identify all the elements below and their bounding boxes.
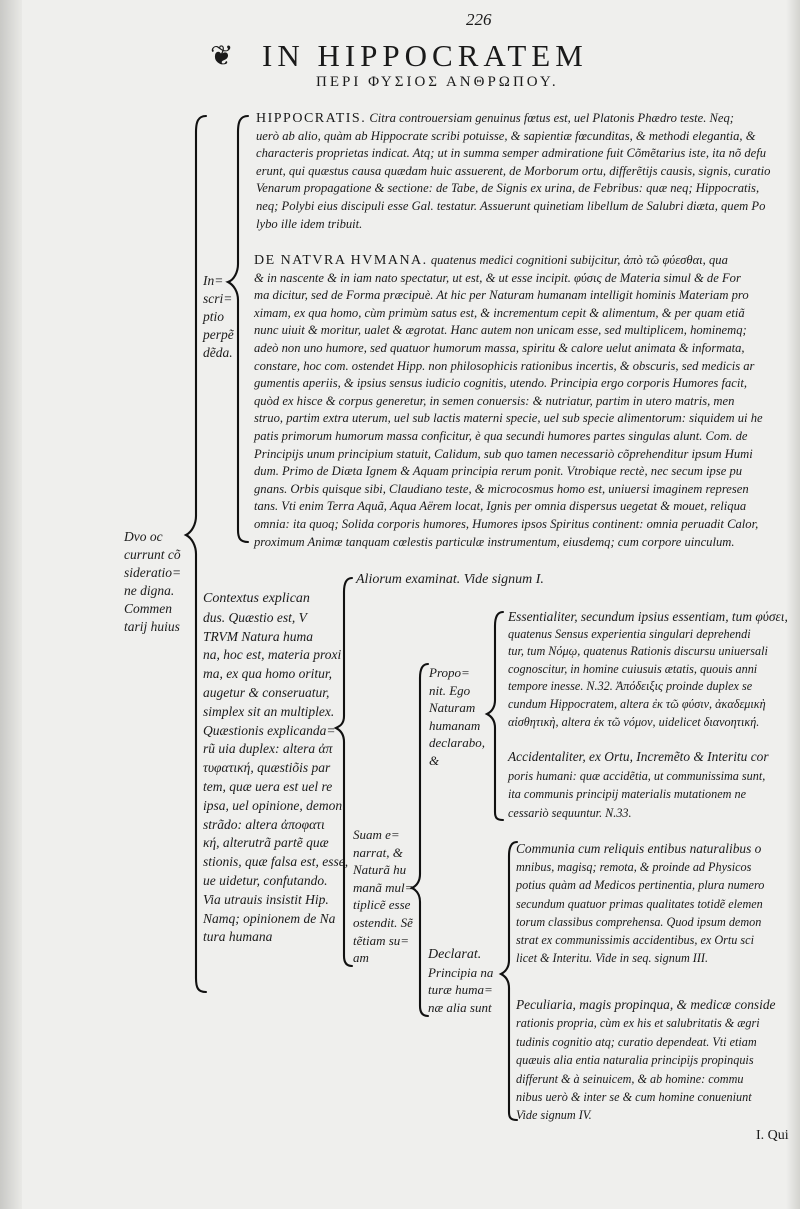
text-line: ita communis principij materialis mutationem ne (508, 787, 746, 802)
label-duo-occurrunt (124, 528, 181, 636)
label-line: Naturã hu (353, 862, 407, 878)
label-line: narrat, & (353, 844, 403, 860)
text-line: uerò ab alio, quàm ab Hippocrate scribi potuisse, & sapientiæ fœcunditas, & methodi elegantia, & (256, 128, 756, 143)
text-line: τυφατική, quæstiõis par (203, 760, 331, 776)
label-line: am (353, 950, 369, 966)
text-line: ue uidetur, confutando. (203, 872, 328, 888)
page-title: IN HIPPOCRATEM (262, 38, 588, 73)
text-line: cessariò sequuntur. N.33. (508, 805, 632, 820)
text-line: secundum quatuor primas qualitates totidẽ elemen (516, 896, 763, 911)
label-line: ostendit. Sẽ (353, 914, 413, 930)
text-line: patis primorum humorum massa conficitur, è qua secundi humores partes singulas alunt. Com. de (254, 428, 748, 443)
text-line: tudinis cognitio atq; curatio dependeat. Vti etiam (516, 1034, 757, 1049)
text-line: strat ex communissimis accidentibus, ex Ortu sci (516, 933, 754, 948)
label-line: turæ huma= (428, 982, 493, 998)
label-line: Propo= (429, 665, 470, 680)
text-line: αἰσθητικὴ, altera ἐκ τῶ νόμον, uidelicet διανοητική. (508, 714, 760, 729)
binding-gutter (0, 0, 22, 1209)
text-line: Essentialiter, secundum ipsius essentiam, tum φύσει, (508, 609, 788, 624)
text-line: cognoscitur, in homine cuiusuis ætatis, quouis anni (508, 661, 758, 676)
text-line: Citra controuersiam genuinus fœtus est, uel Platonis Phædro teste. Neq; (366, 111, 734, 125)
label-line: Dvo oc (124, 529, 163, 544)
text-line: Principijs unum principium statuit, Calidum, sub quo tamen necessariò cõprehenditur ipsum Humi (254, 446, 753, 461)
brace-propo (487, 612, 503, 820)
text-line: quòd ex hisce & corpus generetur, in semen conuersis: & nutriatur, partim in utero matris, men (254, 393, 735, 408)
text-line: mnibus, magisq; remota, & proinde ad Physicos (516, 860, 752, 875)
label-line: tẽtiam su= (353, 932, 410, 948)
text-line: Accidentaliter, ex Ortu, Incremẽto & Interitu cor (508, 749, 769, 764)
text-line: Namq; opinionem de Na (203, 910, 336, 926)
label-line: Suam e= (353, 827, 400, 842)
label-line: manã mul= (353, 879, 414, 895)
label-line: scri= (203, 291, 233, 306)
text-line: dus. Quæstio est, V (203, 609, 307, 625)
text-line: poris humani: quæ accidẽtia, ut communissima sunt, (508, 768, 766, 783)
text-line: cundum Hippocratem, altera ἐκ τῶ φύσιν, ἀκαδεμικὴ (508, 696, 766, 711)
text-line: rationis propria, cùm ex his et salubritatis & ægri (516, 1016, 760, 1031)
page-number: 226 (466, 10, 492, 29)
text-block-peculiaria (516, 996, 792, 1125)
label-line: ne digna. (124, 583, 175, 598)
text-line: tans. Vti enim Terra Aquã, Aqua Aërem locat, Ignis per omnia dispersus uegetat & mouet, reliqua (254, 499, 747, 514)
label-line: sideratio= (124, 565, 182, 580)
text-line: quatenus Sensus experientia singulari deprehendi (508, 626, 751, 641)
label-line: Commen (124, 601, 172, 616)
text-line: Contextus explican (203, 591, 310, 606)
text-line: proximum Animæ tanquam cœlestis particulæ instrumentum, eiusdemq; cum corpore uinculum. (254, 534, 735, 549)
text-line: Vide signum IV. (516, 1108, 592, 1123)
text-line: constare, hoc com. ostendet Hipp. non philosophicis rationibus incertis, & obscuris, sed medicis ar (254, 358, 755, 373)
text-line: torum classibus comprehensa. Quod ipsum demon (516, 914, 762, 929)
text-line: dum. Primo de Diæta Ignem & Aquam principia rerum ponit. Vtrobique rectè, nec secum ipse pu (254, 464, 743, 479)
text-line: Peculiaria, magis propinqua, & medicæ conside (516, 997, 776, 1012)
text-block-essentialiter (508, 608, 790, 731)
label-aliorum: Aliorum examinat. Vide signum I. (356, 572, 544, 587)
label-line: dẽda. (203, 345, 233, 360)
label-line: In= (203, 273, 224, 288)
text-line: stionis, quæ falsa est, esse, (203, 854, 349, 870)
text-line: characteris proprietas indicat. Atq; ut in summa semper admiratione fuit Cõmẽtarius iste, ita nõ defu (256, 146, 767, 161)
text-line: na, hoc est, materia proxi (203, 647, 342, 663)
text-line: licet & Interitu. Vide in seq. signum III. (516, 951, 709, 966)
text-line: rũ uia duplex: altera ἀπ (203, 741, 333, 757)
text-line: TRVM Natura huma (203, 628, 314, 644)
text-line: augetur & conseruatur, (203, 684, 330, 700)
text-block-communia (516, 840, 792, 967)
text-line: nunc uiuit & moritur, ualet & ægrotat. Hanc autem non unicam esse, sed multiplicem, hominemq; (254, 323, 747, 338)
text-line: lybo ille idem tribuit. (256, 216, 363, 231)
text-line: erunt, qui quæstus causa quædam huic assuerent, de Morborum ortu, differẽtijs causis, signis, curatio (256, 163, 771, 178)
text-line: tur, tum Νόμῳ, quatenus Rationis discursu uniuersali (508, 644, 768, 659)
text-line: Venarum propagatione & sectione: de Tabe, de Signis ex urina, de Febribus: quæ neq; Hippocratis, (256, 181, 760, 196)
text-line: omnia: ita quoq; Solida corporis humores, Humores ipsos Spiritus continent: omnia peruadit Calor, (254, 516, 759, 531)
text-line: Via utrauis insistit Hip. (203, 891, 329, 907)
fleuron-ornament-icon: ❦ (210, 41, 234, 72)
label-line: tarij huius (124, 619, 180, 634)
text-line: & in nascente & in iam nato spectatur, ut est, & ut esse incipit. φύσις de Materia simul & de For (254, 270, 741, 285)
text-line: differunt & à seinuicem, & ab homine: commu (516, 1071, 744, 1086)
label-line: Declarat. (428, 947, 482, 962)
text-block-accidentaliter (508, 748, 790, 822)
text-line: ma, ex qua homo oritur, (203, 666, 332, 682)
label-line: Principia na (428, 964, 494, 980)
label-line: næ alia sunt (428, 999, 492, 1015)
text-line: gnans. Orbis quisque sibi, Claudiano teste, & microcosmus homo est, uniuersi imaginem represen (254, 481, 749, 496)
label-proponit (429, 664, 485, 770)
text-line: quatenus medici cognitioni subijcitur, ἀπὸ τῶ φύεσθαι, qua (427, 253, 728, 267)
label-line: declarabo, (429, 735, 485, 751)
text-line: κή, alterutrã partẽ quæ (203, 835, 329, 851)
text-line: ximam, ex qua homo, cùm primùm satus est, & incrementum cepit & alimentum, & per quam etiã (254, 305, 745, 320)
label-declarat (428, 946, 493, 1016)
label-inscriptio (203, 272, 234, 362)
label-line: tiplicẽ esse (353, 897, 411, 913)
text-line: quæuis alia entia naturalia principijs propinquis (516, 1053, 754, 1068)
text-line: simplex sit an multiplex. (203, 703, 335, 719)
label-line: perpẽ (203, 327, 234, 342)
text-line: ipsa, uel opinione, demon (203, 797, 343, 813)
text-line: ma dicitur, sed de Forma præcipuè. At hic per Naturam humanam intelligit hominis Materiam pro (254, 288, 749, 303)
label-line: currunt cõ (124, 547, 181, 562)
catchword: I. Qui (756, 1128, 789, 1143)
text-block-contextus (203, 590, 348, 947)
block-lead-natura: DE NATVRA HVMANA. (254, 253, 428, 268)
text-line: neq; Polybi eius discipuli esse Gal. testatur. Assuerunt quinetiam libellum de Salubri diæta, quem Po (256, 198, 766, 213)
text-line: strãdo: altera ἀποφατι (203, 816, 325, 832)
block-lead-hippocratis: HIPPOCRATIS. (256, 111, 367, 126)
text-block-natura-humana (254, 252, 788, 551)
text-line: gumentis aperiis, & ipsius sensus iudicio cognitis, utendo. Principia ergo corporis Humores facit, (254, 376, 748, 391)
text-line: Communia cum reliquis entibus naturalibus o (516, 841, 762, 856)
label-line: ptio (203, 309, 225, 324)
text-block-hippocratis (256, 110, 788, 233)
page-subtitle: ΠΕΡΙ ΦΥΣΙΟΣ ΑΝΘΡΩΠΟΥ. (316, 74, 559, 90)
label-line: humanam (429, 717, 481, 733)
brace-declarat (501, 842, 517, 1120)
text-line: struo, partim extra uterum, uel sub lactis materni specie, uel sub specie alimentorum: siquidem ui he (254, 411, 763, 426)
text-line: tem, quæ uera est uel re (203, 778, 333, 794)
text-line: adeò non uno humore, sed quatuor humorum massa, spiritu & calore uelut animata & informata, (254, 340, 745, 355)
text-line: potius quàm ad Medicos pertinentia, plura numero (516, 878, 765, 893)
brace-suam (412, 664, 428, 1016)
text-line: nibus uerò & inter se & cum homine conueniunt (516, 1090, 752, 1105)
label-line: Naturam (429, 700, 476, 716)
label-suam-enarrat (353, 826, 413, 967)
text-line: tempore inesse. N.32. Ἀπόδειξις proinde duplex se (508, 679, 753, 694)
text-line: tura humana (203, 929, 273, 945)
label-line: nit. Ego (429, 682, 471, 698)
text-line: Quæstionis explicanda= (203, 722, 336, 738)
label-line: & (429, 752, 440, 768)
